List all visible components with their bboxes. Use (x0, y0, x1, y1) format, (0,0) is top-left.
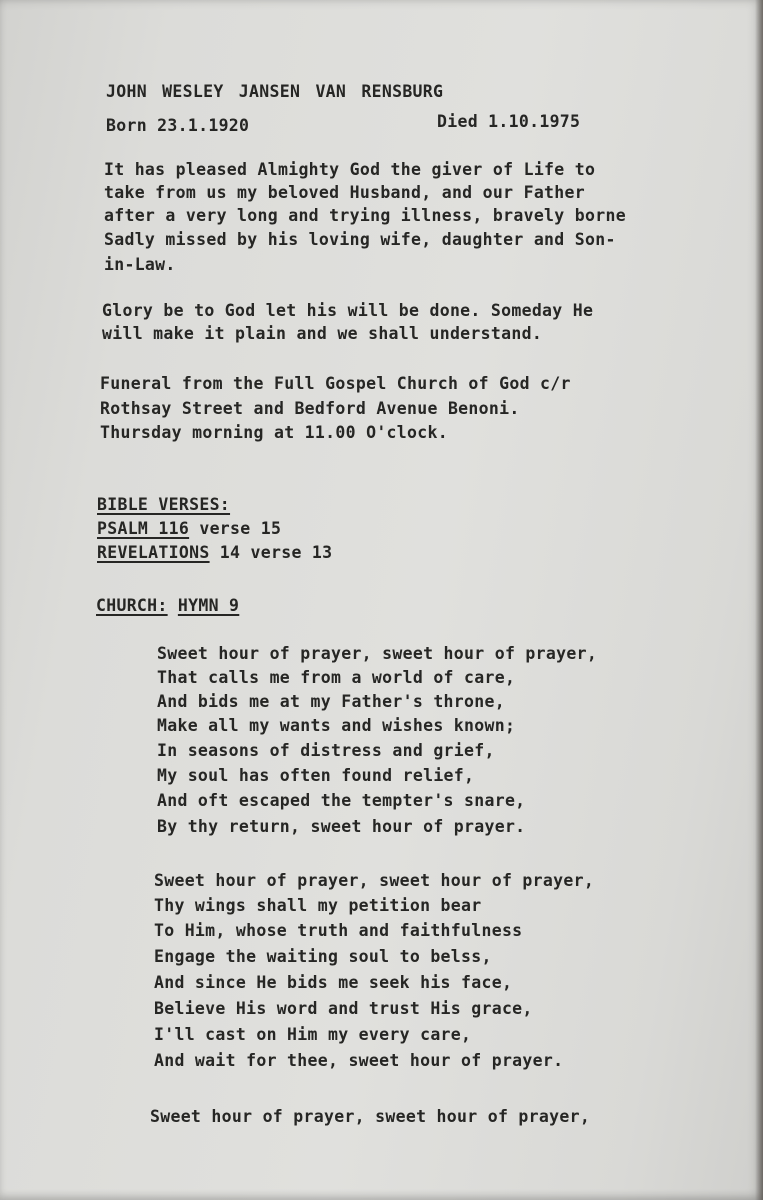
church-hymn-heading (96, 596, 239, 615)
hymn-line: And bids me at my Father's throne, (157, 692, 505, 711)
hymn-line: Sweet hour of prayer, sweet hour of prayer, (157, 644, 598, 663)
obituary-line: after a very long and trying illness, bravely borne (104, 206, 626, 225)
prayer-line: Glory be to God let his will be done. Someday He (102, 301, 594, 320)
hymn-line: Sweet hour of prayer, sweet hour of prayer, (154, 871, 595, 890)
hymn-line: By thy return, sweet hour of prayer. (157, 817, 526, 836)
hymn-line: That calls me from a world of care, (157, 668, 516, 687)
paper-edge-shadow (755, 0, 763, 1200)
obituary-line: Sadly missed by his loving wife, daughter and Son- (104, 230, 616, 249)
hymn-line: And since He bids me seek his face, (154, 973, 513, 992)
hymn-line: Believe His word and trust His grace, (154, 999, 533, 1018)
church-label: CHURCH: (96, 596, 168, 615)
hymn-line: To Him, whose truth and faithfulness (154, 921, 523, 940)
death-date: Died 1.10.1975 (437, 112, 581, 131)
hymn-line: My soul has often found relief, (157, 766, 475, 785)
funeral-line: Funeral from the Full Gospel Church of God c/r (100, 374, 571, 393)
hymn-line: And wait for thee, sweet hour of prayer. (154, 1051, 564, 1070)
funeral-line: Rothsay Street and Bedford Avenue Benoni. (100, 399, 520, 418)
birth-date: Born 23.1.1920 (106, 116, 250, 135)
hymn-line: Engage the waiting soul to belss, (154, 947, 492, 966)
hymn-line: In seasons of distress and grief, (157, 741, 495, 760)
obituary-line: It has pleased Almighty God the giver of Life to (104, 160, 596, 179)
hymn-line: Thy wings shall my petition bear (154, 896, 482, 915)
funeral-line: Thursday morning at 11.00 O'clock. (100, 423, 448, 442)
bible-ref: 14 verse 13 (209, 543, 333, 562)
bible-verses-heading: BIBLE VERSES: (97, 495, 231, 514)
hymn-line: I'll cast on Him my every care, (154, 1025, 472, 1044)
bible-ref: verse 15 (189, 519, 282, 538)
hymn-line: Make all my wants and wishes known; (157, 716, 516, 735)
obituary-line: in-Law. (104, 255, 176, 274)
hymn-line: And oft escaped the tempter's snare, (157, 791, 526, 810)
obituary-line: take from us my beloved Husband, and our Father (104, 183, 585, 202)
prayer-line: will make it plain and we shall understand. (102, 324, 543, 343)
hymn-number: HYMN 9 (177, 596, 240, 615)
bible-verse-revelations (97, 543, 332, 562)
bible-book: REVELATIONS (97, 543, 210, 562)
deceased-name: JOHN WESLEY JANSEN VAN RENSBURG (106, 82, 444, 101)
bible-verse-psalm (97, 519, 281, 538)
hymn-line: Sweet hour of prayer, sweet hour of prayer, (150, 1107, 591, 1126)
bible-book: PSALM 116 (97, 519, 190, 538)
